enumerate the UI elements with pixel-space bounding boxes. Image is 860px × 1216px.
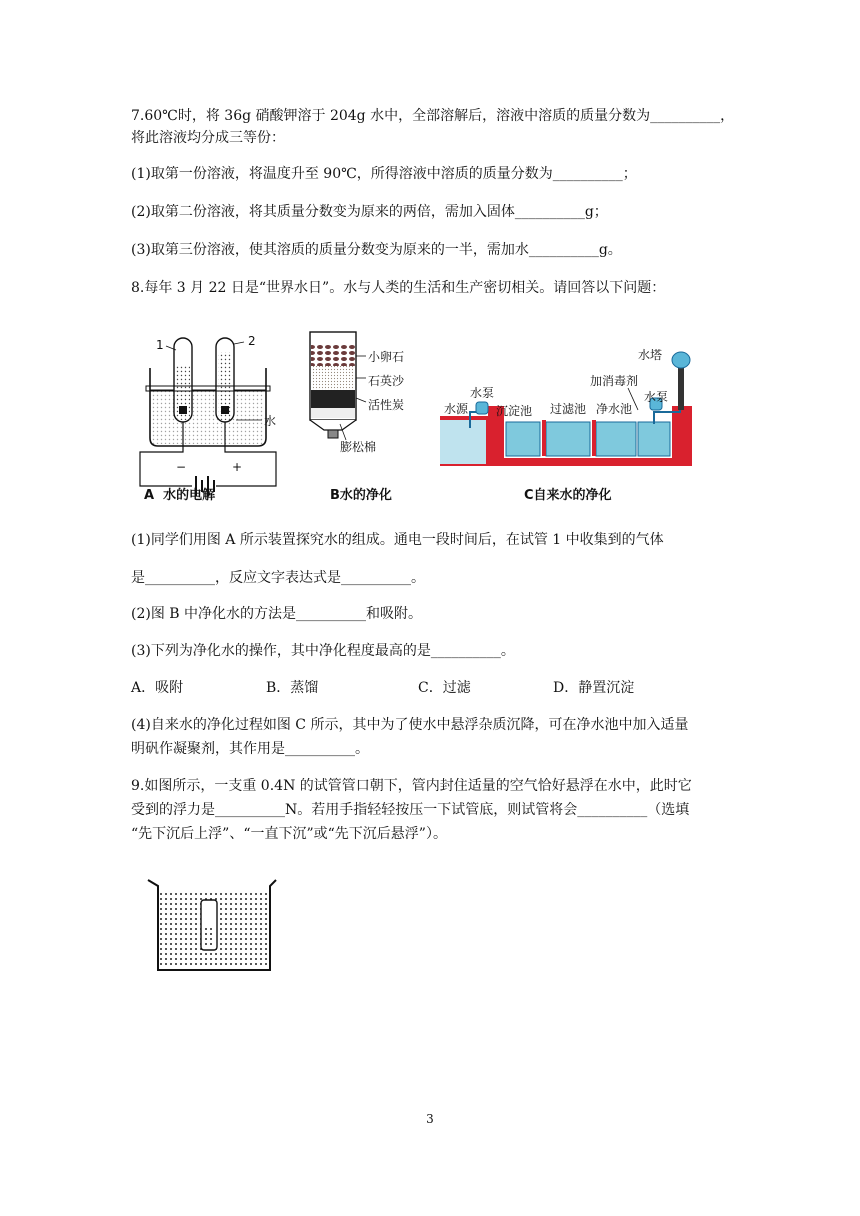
q8-part4-line2: 明矾作凝聚剂，其作用是__________。 [131,741,369,757]
q8-part3: (3)下列为净化水的操作，其中净化程度最高的是__________。 [131,643,515,659]
q9-line1: 9.如图所示，一支重 0.4N 的试管管口朝下，管内封住适量的空气恰好悬浮在水中，此时它 [131,778,692,794]
figure-c-pump2-label: 水泵 [644,390,669,404]
figure-beaker-test-tube [144,872,280,976]
figure-b-carbon-label: 活性炭 [368,398,405,412]
q7-part3: (3)取第三份溶液，使其溶质的质量分数变为原来的一半，需加水__________g。 [131,242,622,258]
figure-c-clean-label: 净水池 [596,402,633,416]
q8-stem: 8.每年 3 月 22 日是“世界水日”。水与人类的生活和生产密切相关。请回答以下问题： [131,280,666,296]
q8-option-b: B．蒸馏 [266,680,319,696]
figure-c-tower-label: 水塔 [638,348,663,362]
figure-c-pump1-label: 水泵 [470,386,495,400]
q8-option-c: C．过滤 [418,680,471,696]
figure-a-plus-label: + [232,460,243,474]
figure-b-filter [300,326,440,506]
q8-part1-line2: 是__________，反应文字表达式是__________。 [131,570,425,586]
figure-c-waterworks [440,336,700,506]
figure-a-tube1-label: 1 [156,338,164,352]
figure-a-caption: A 水的电解 [144,488,216,503]
figure-c-disinfect-label: 加消毒剂 [590,374,639,388]
figure-b-pebbles-label: 小卵石 [368,350,405,364]
q9-line3: “先下沉后上浮”、“一直下沉”或“先下沉后悬浮”）。 [131,826,447,842]
figure-a-water-label: 水 [264,414,277,428]
page-number: 3 [426,1112,434,1126]
figure-c-filter-label: 过滤池 [550,402,587,416]
figure-b-cotton-label: 膨松棉 [340,440,377,454]
q7-part2: (2)取第二份溶液，将其质量分数变为原来的两倍，需加入固体__________g； [131,204,608,220]
figure-b-caption: B水的净化 [330,488,392,503]
q7-stem-line1: 7.60℃时，将 36g 硝酸钾溶于 204g 水中，全部溶解后，溶液中溶质的质量分数为__________， [131,108,735,124]
q8-part1-line1: (1)同学们用图 A 所示装置探究水的组成。通电一段时间后，在试管 1 中收集到的气体 [131,532,664,548]
q7-part1: (1)取第一份溶液，将温度升至 90℃，所得溶液中溶质的质量分数为__________； [131,166,637,182]
q8-option-a: A．吸附 [131,680,184,696]
figure-a-tube2-label: 2 [248,334,256,348]
figure-c-settle-label: 沉淀池 [496,404,533,418]
q8-part2: (2)图 B 中净化水的方法是__________和吸附。 [131,606,423,622]
figure-a-electrolysis [136,326,296,506]
figure-a-minus-label: − [176,460,187,474]
q9-line2: 受到的浮力是__________N。若用手指轻轻按压一下试管底，则试管将会__________（选填 [131,802,690,818]
figure-b-sand-label: 石英沙 [368,374,405,388]
figure-c-source-label: 水源 [444,402,469,416]
q7-stem-line2: 将此溶液均分成三等份： [131,130,285,146]
q8-part4-line1: (4)自来水的净化过程如图 C 所示，其中为了使水中悬浮杂质沉降，可在净水池中加入适量 [131,717,689,733]
q8-option-d: D．静置沉淀 [553,680,635,696]
figure-c-caption: C自来水的净化 [524,488,612,503]
